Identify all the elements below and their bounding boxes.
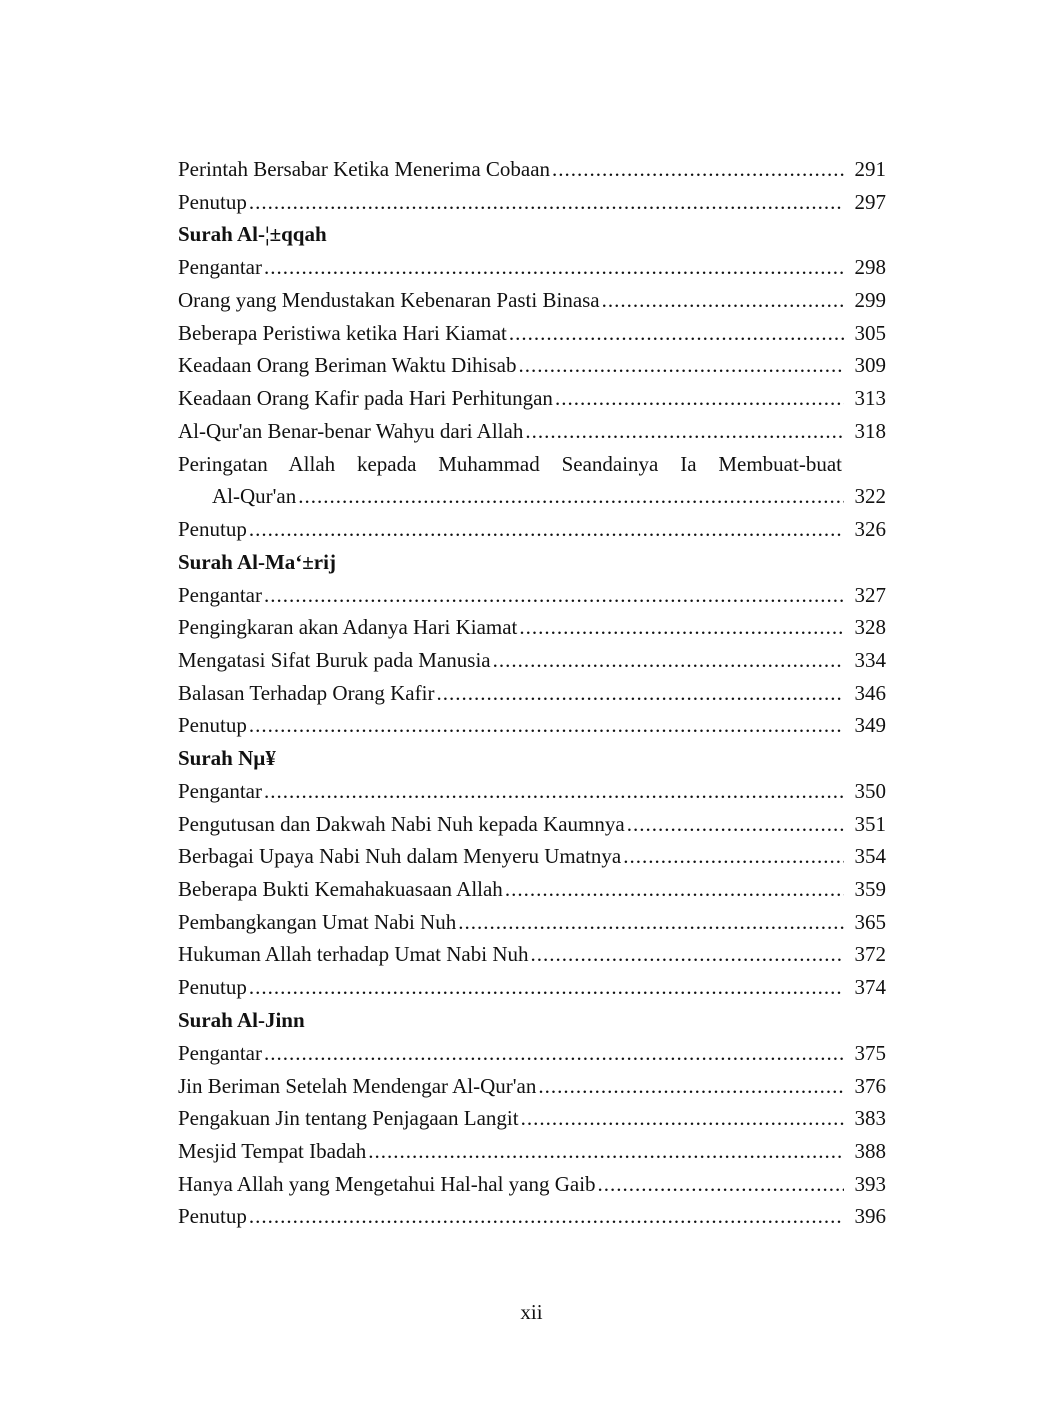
dot-leader <box>598 1168 844 1201</box>
dot-leader <box>531 938 845 971</box>
dot-leader <box>602 284 844 317</box>
toc-entry-page: 393 <box>854 1171 886 1196</box>
dot-leader <box>298 480 844 513</box>
toc-entry-title: Pengantar <box>178 255 262 280</box>
toc-entry-title: Pengingkaran akan Adanya Hari Kiamat <box>178 615 518 640</box>
toc-entry-title: Al-Qur'an <box>212 484 297 509</box>
toc-entry-page: 334 <box>854 647 886 672</box>
dot-leader <box>555 382 844 415</box>
surah-heading: Surah Al-Jinn <box>178 1007 305 1032</box>
toc-entry-page: 388 <box>854 1138 886 1163</box>
toc-entry <box>178 840 886 873</box>
surah-heading: Surah Al-Ma‘±rij <box>178 549 336 574</box>
toc-entry <box>178 382 886 415</box>
dot-leader <box>521 1102 844 1135</box>
toc-entry <box>178 1037 886 1070</box>
toc-entry <box>178 480 886 513</box>
toc-entry-page: 374 <box>854 975 886 1000</box>
toc-entry-page: 322 <box>854 484 886 509</box>
toc-entry-title: Keadaan Orang Beriman Waktu Dihisab <box>178 353 517 378</box>
toc-entry-page: 365 <box>854 909 886 934</box>
toc-entry <box>178 1102 886 1135</box>
toc-entry-title: Penutup <box>178 1204 247 1229</box>
toc-entry-title: Hanya Allah yang Mengetahui Hal-hal yang Gaib <box>178 1171 596 1196</box>
dot-leader <box>525 415 844 448</box>
toc-entry-page: 376 <box>854 1073 886 1098</box>
toc-entry-page: 346 <box>854 680 886 705</box>
toc-entry-page: 351 <box>854 811 886 836</box>
toc-entry-page: 291 <box>854 157 886 181</box>
toc-entry-title: Jin Beriman Setelah Mendengar Al-Qur'an <box>178 1073 537 1098</box>
toc-entry-title: Perintah Bersabar Ketika Menerima Cobaan <box>178 157 551 181</box>
toc-entry-page: 313 <box>854 386 886 411</box>
toc-entry <box>178 284 886 317</box>
toc-entry <box>178 611 886 644</box>
dot-leader <box>538 1070 844 1103</box>
dot-leader <box>458 906 844 939</box>
toc-entry <box>178 153 886 186</box>
dot-leader <box>249 971 844 1004</box>
toc-entry <box>178 1168 886 1201</box>
toc-entry-title: Balasan Terhadap Orang Kafir <box>178 680 435 705</box>
toc-entry-title: Beberapa Peristiwa ketika Hari Kiamat <box>178 320 507 345</box>
dot-leader <box>505 873 844 906</box>
dot-leader <box>264 251 844 284</box>
dot-leader <box>368 1135 844 1168</box>
toc-entry-page: 396 <box>854 1204 886 1229</box>
toc-entry-page: 305 <box>854 320 886 345</box>
toc-entry <box>178 1070 886 1103</box>
toc-entry <box>178 906 886 939</box>
toc-entry-title: Mengatasi Sifat Buruk pada Manusia <box>178 647 491 672</box>
toc-entry-title: Penutup <box>178 975 247 1000</box>
toc-entry-page: 297 <box>854 189 886 214</box>
dot-leader <box>493 644 844 677</box>
toc-entry-page: 375 <box>854 1040 886 1065</box>
dot-leader <box>264 1037 844 1070</box>
toc-entry <box>178 938 886 971</box>
toc-entry <box>178 349 886 382</box>
dot-leader <box>264 579 844 612</box>
toc-entry-page: 350 <box>854 779 886 803</box>
toc-entry <box>178 415 886 448</box>
toc-entry-title: Al-Qur'an Benar-benar Wahyu dari Allah <box>178 418 524 443</box>
dot-leader <box>519 611 844 644</box>
toc-entry-page: 328 <box>854 615 886 640</box>
toc-entry-title: Pengantar <box>178 1040 262 1065</box>
dot-leader <box>518 349 844 382</box>
dot-leader <box>627 808 844 841</box>
toc-entry-page: 349 <box>854 713 886 738</box>
toc-entry <box>178 317 886 350</box>
toc-entry <box>178 1200 886 1233</box>
toc-entry <box>178 709 886 742</box>
toc-entry <box>178 808 886 841</box>
toc-entry-title: Pengutusan dan Dakwah Nabi Nuh kepada Kaumnya <box>178 811 625 836</box>
toc-entry-page: 354 <box>854 844 886 869</box>
toc-entry-title: Penutup <box>178 713 247 738</box>
toc-entry-page: 372 <box>854 942 886 967</box>
toc-entry-title-line1: Peringatan Allah kepada Muhammad Seandainya Ia Membuat-buat <box>178 451 842 476</box>
dot-leader <box>249 513 844 546</box>
toc-entry <box>178 971 886 1004</box>
surah-heading: Surah Al-¦±qqah <box>178 222 327 247</box>
dot-leader <box>509 317 844 350</box>
toc-entry <box>178 677 886 710</box>
page-number: xii <box>520 1300 543 1324</box>
toc-entry-title: Beberapa Bukti Kemahakuasaan Allah <box>178 877 503 902</box>
toc-entry <box>178 1135 886 1168</box>
toc-entry <box>178 775 886 808</box>
table-of-contents <box>178 153 886 1233</box>
toc-entry-title: Berbagai Upaya Nabi Nuh dalam Menyeru Umatnya <box>178 844 622 869</box>
toc-entry-page: 383 <box>854 1106 886 1131</box>
toc-entry-page: 299 <box>854 288 886 313</box>
toc-entry-title: Pengakuan Jin tentang Penjagaan Langit <box>178 1106 519 1131</box>
toc-entry-title: Penutup <box>178 189 247 214</box>
toc-entry-page: 298 <box>854 255 886 280</box>
dot-leader <box>249 186 844 219</box>
toc-entry-title: Orang yang Mendustakan Kebenaran Pasti Binasa <box>178 288 600 313</box>
dot-leader <box>436 677 844 710</box>
toc-entry-title: Pengantar <box>178 779 262 803</box>
toc-entry <box>178 579 886 612</box>
toc-entry-page: 318 <box>854 418 886 443</box>
toc-entry-title: Pengantar <box>178 582 262 607</box>
dot-leader <box>623 840 844 873</box>
toc-entry <box>178 251 886 284</box>
toc-entry <box>178 186 886 219</box>
toc-entry-title: Penutup <box>178 516 247 541</box>
toc-entry-title: Mesjid Tempat Ibadah <box>178 1138 367 1163</box>
toc-entry <box>178 873 886 906</box>
surah-heading: Surah Nµ¥ <box>178 746 276 770</box>
toc-entry <box>178 644 886 677</box>
toc-entry-page: 309 <box>854 353 886 378</box>
dot-leader <box>552 153 844 186</box>
toc-entry-title: Keadaan Orang Kafir pada Hari Perhitungan <box>178 386 553 411</box>
toc-entry-page: 326 <box>854 516 886 541</box>
dot-leader <box>249 1200 844 1233</box>
dot-leader <box>264 775 844 808</box>
toc-entry-title: Pembangkangan Umat Nabi Nuh <box>178 909 457 934</box>
dot-leader <box>249 709 844 742</box>
toc-entry <box>178 513 886 546</box>
toc-entry-page: 359 <box>854 877 886 902</box>
toc-entry-page: 327 <box>854 582 886 607</box>
toc-entry-title: Hukuman Allah terhadap Umat Nabi Nuh <box>178 942 529 967</box>
